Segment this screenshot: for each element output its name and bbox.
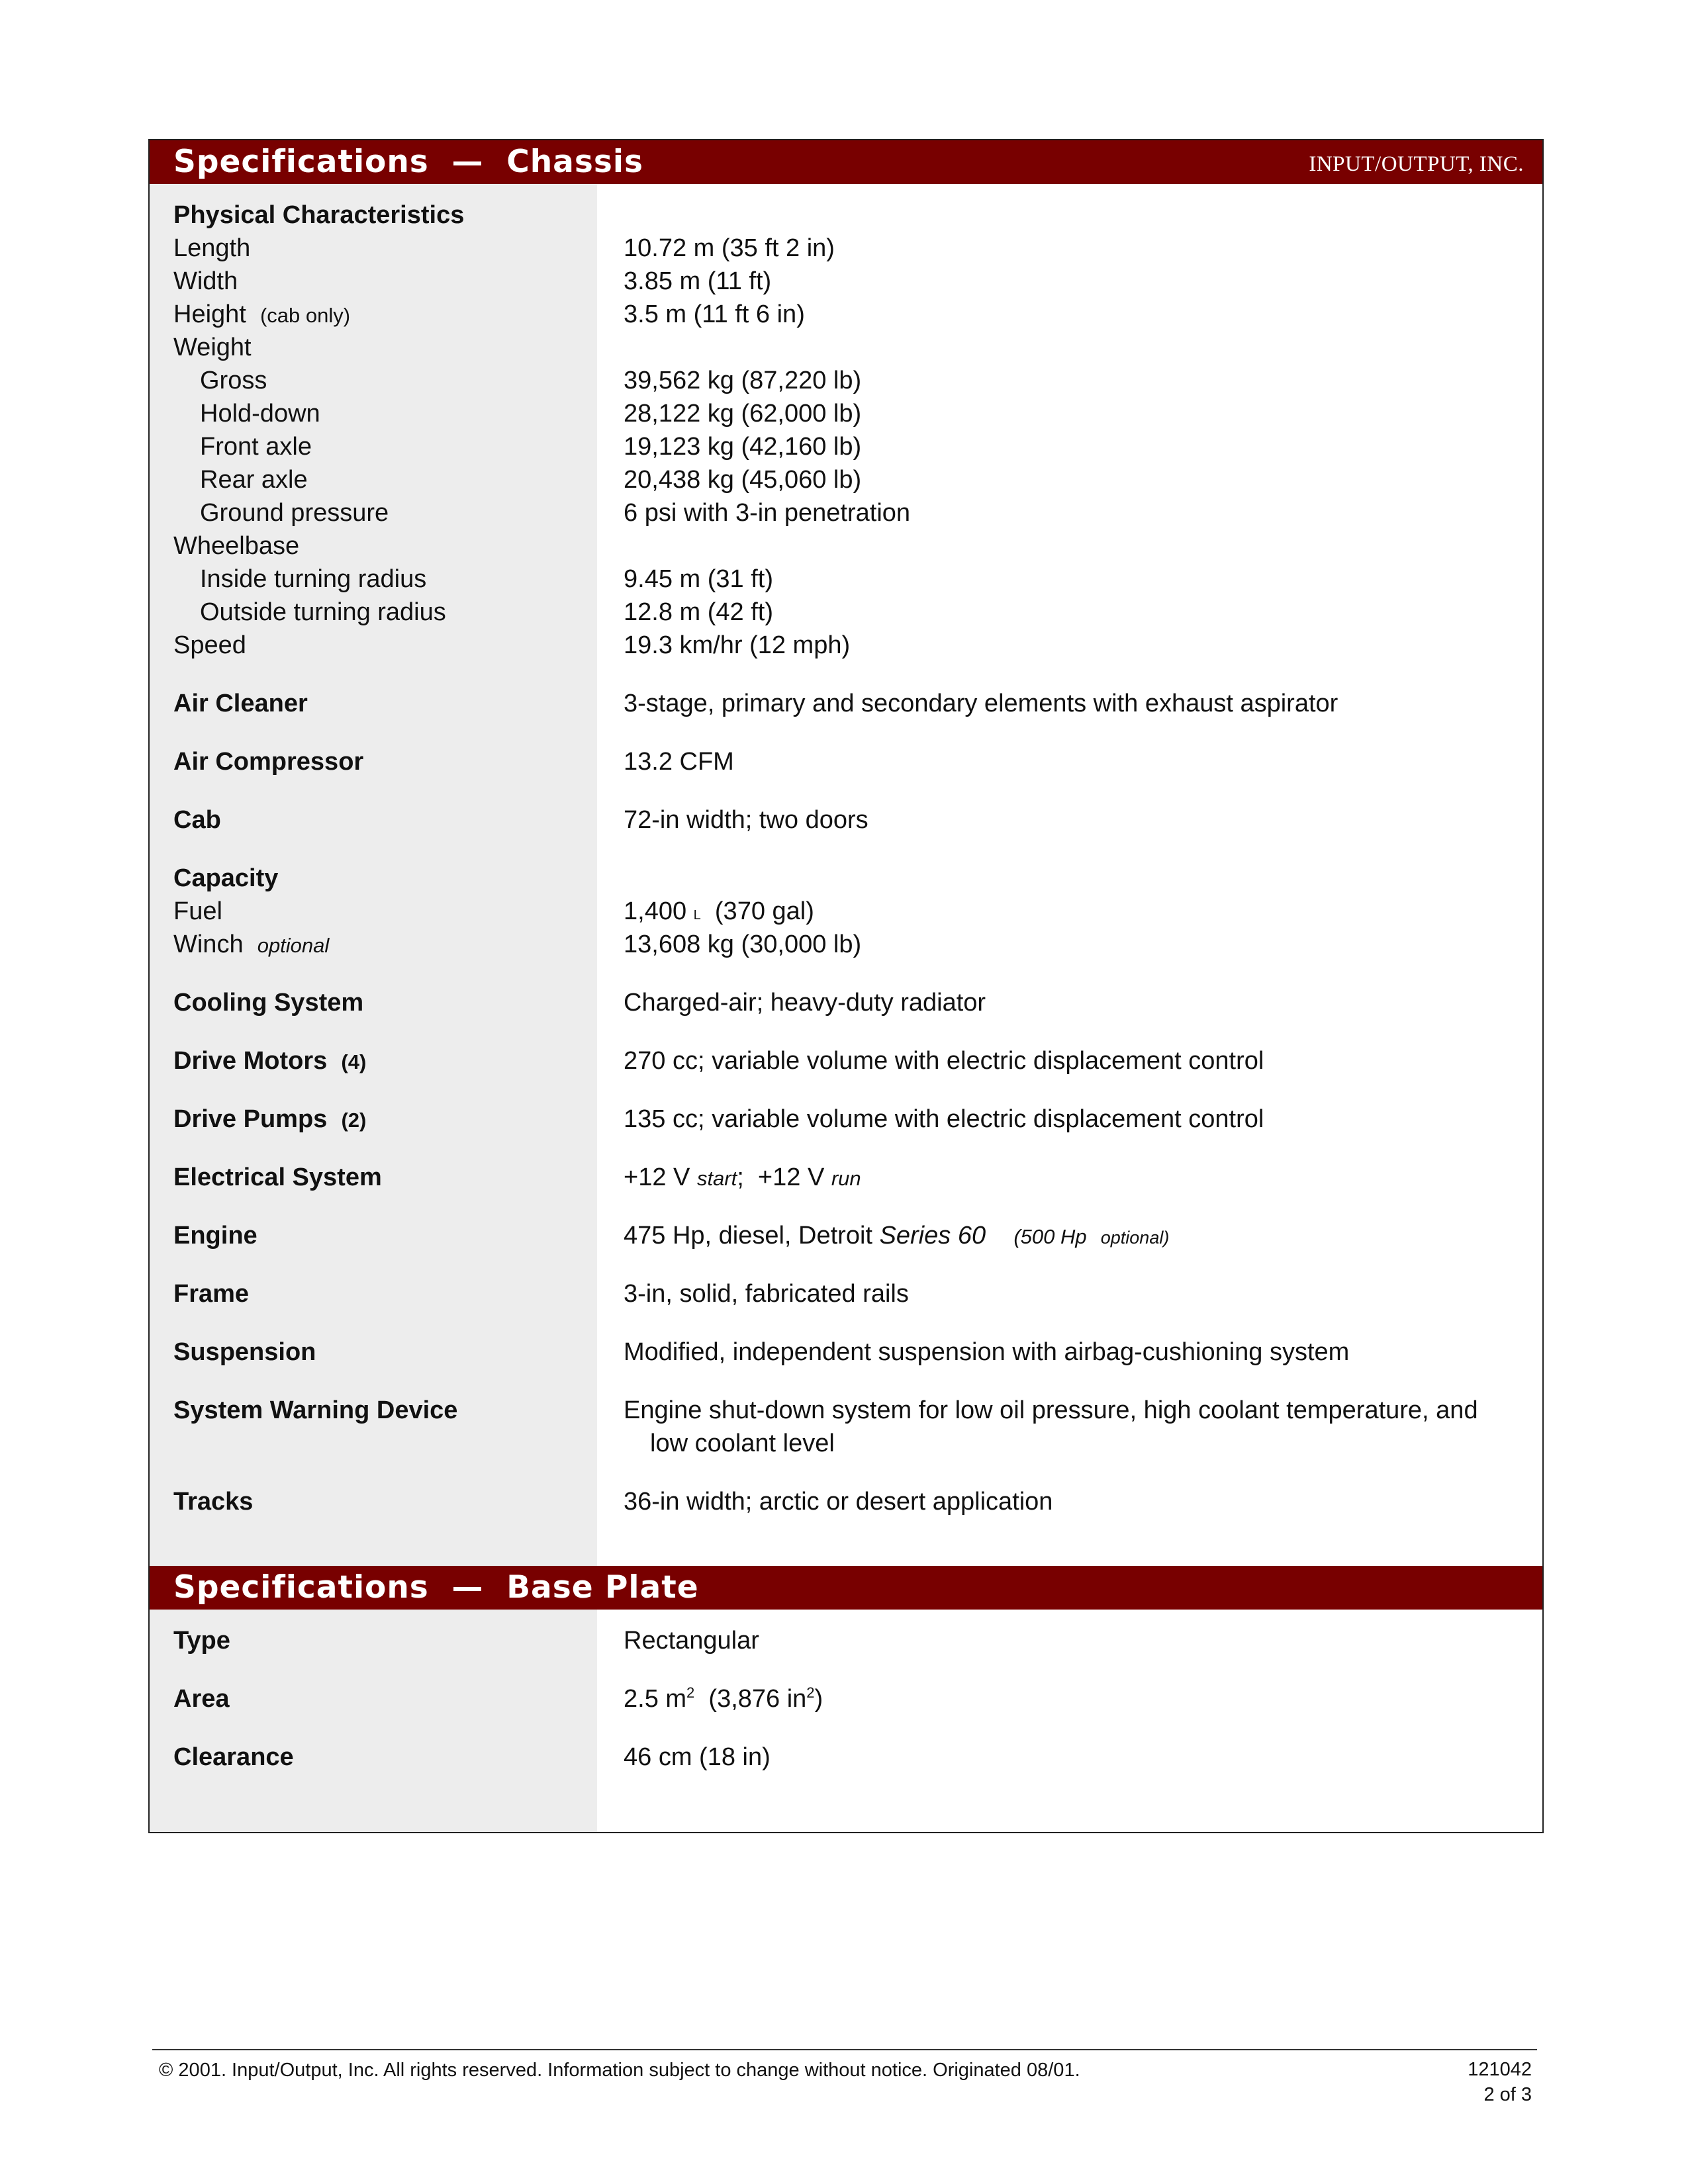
spec-value: 72-in width; two doors [624, 806, 868, 834]
spec-label: Height [173, 300, 246, 328]
spec-note: optional) [1100, 1228, 1170, 1248]
spec-row [150, 986, 1542, 1019]
spec-row [150, 397, 1542, 430]
spec-row [150, 1682, 1542, 1715]
spec-row [150, 1336, 1542, 1369]
spec-row [150, 430, 1542, 463]
spec-label: Air Cleaner [173, 690, 308, 717]
spec-row [150, 496, 1542, 529]
spec-value: 6 psi with 3-in penetration [624, 499, 911, 527]
spec-note: (500 Hp [1013, 1225, 1087, 1248]
spec-label: Electrical System [173, 1163, 382, 1191]
spec-row [150, 265, 1542, 298]
spec-label-group [173, 1044, 366, 1079]
spec-note: start [696, 1167, 737, 1190]
spec-unit: L [693, 908, 701, 923]
spec-value: 270 cc; variable volume with electric displacement control [624, 1047, 1264, 1075]
spec-label: Length [173, 234, 251, 262]
spec-note: (cab only) [259, 304, 351, 327]
spec-value: 10.72 m (35 ft 2 in) [624, 234, 835, 262]
spec-note: run [831, 1167, 861, 1190]
spec-label: Air Compressor [173, 748, 364, 776]
spec-value: (3,876 in [694, 1685, 807, 1713]
spec-label: Frame [173, 1280, 250, 1308]
spec-row [150, 1624, 1542, 1657]
spec-label: System Warning Device [173, 1396, 458, 1424]
spec-sheet [148, 139, 1544, 1833]
copyright-icon: © [159, 2060, 173, 2081]
spec-value-italic: Series 60 [879, 1222, 986, 1250]
spec-value: 39,562 kg (87,220 lb) [624, 367, 862, 394]
spec-row [150, 563, 1542, 596]
baseplate-header-band [150, 1566, 1542, 1610]
spec-value: Engine shut-down system for low oil pressure, high coolant temperature, and [624, 1396, 1478, 1424]
spec-value: ) [814, 1685, 823, 1713]
spec-value: Modified, independent suspension with airbag-cushioning system [624, 1338, 1350, 1366]
spec-row [150, 1219, 1542, 1252]
spec-row [150, 364, 1542, 397]
spec-label-group [173, 928, 329, 962]
spec-row [150, 1741, 1542, 1774]
copyright-text: 2001. Input/Output, Inc. All rights reserved. Information subject to change without notice. Originated 08/01. [173, 2060, 1080, 2081]
spec-label: Clearance [173, 1743, 294, 1771]
spec-row [150, 803, 1542, 837]
spec-value: 135 cc; variable volume with electric displacement control [624, 1105, 1264, 1133]
spec-label: Engine [173, 1222, 258, 1250]
spec-value: 9.45 m (31 ft) [624, 565, 773, 593]
spec-value: low coolant level [650, 1430, 835, 1457]
spec-value: +12 V [624, 1163, 690, 1191]
spec-value: 3.85 m (11 ft) [624, 267, 772, 295]
chassis-heading: Specifications — Chassis [173, 144, 643, 180]
spec-label-group [173, 298, 350, 332]
spec-value-group [624, 1161, 861, 1195]
spec-label: Wheelbase [173, 532, 300, 560]
spec-row [150, 1277, 1542, 1310]
chassis-header-band [150, 140, 1542, 184]
spec-value: 36-in width; arctic or desert application [624, 1488, 1053, 1516]
spec-row [150, 862, 1542, 895]
spec-row [150, 687, 1542, 720]
spec-value: 20,438 kg (45,060 lb) [624, 466, 862, 494]
spec-row [150, 1394, 1542, 1427]
physical-characteristics-heading: Physical Characteristics [173, 201, 465, 229]
spec-label: Area [173, 1685, 230, 1713]
spec-value: 19.3 km/hr (12 mph) [624, 631, 851, 659]
spec-value: 28,122 kg (62,000 lb) [624, 400, 862, 428]
spec-value: 19,123 kg (42,160 lb) [624, 433, 862, 461]
spec-value: Rectangular [624, 1627, 759, 1655]
spec-label: Rear axle [200, 466, 308, 494]
spec-count: (2) [341, 1109, 367, 1132]
spec-value-group [624, 895, 814, 932]
spec-row [150, 745, 1542, 778]
spec-label: Inside turning radius [200, 565, 427, 593]
spec-row [150, 928, 1542, 961]
footer-divider [152, 2049, 1537, 2050]
spec-label: Front axle [200, 433, 312, 461]
spec-value: +12 V [757, 1163, 825, 1191]
spec-value: 46 cm (18 in) [624, 1743, 771, 1771]
superscript: 2 [686, 1684, 695, 1701]
spec-row [150, 1103, 1542, 1136]
spec-label: Width [173, 267, 238, 295]
spec-row [150, 1044, 1542, 1077]
spec-value: 475 Hp, diesel, Detroit [624, 1222, 872, 1250]
spec-value: 3.5 m (11 ft 6 in) [624, 300, 805, 328]
spec-row [150, 232, 1542, 265]
spec-label: Fuel [173, 897, 222, 925]
spec-note: optional [257, 934, 330, 957]
spec-value: 13.2 CFM [624, 748, 734, 776]
spec-label: Cab [173, 806, 221, 834]
spec-row [150, 596, 1542, 629]
spec-label: Cooling System [173, 989, 364, 1017]
spec-count: (4) [341, 1050, 367, 1073]
baseplate-specs [150, 1624, 1542, 1774]
spec-label: Outside turning radius [200, 598, 446, 626]
spec-separator: ; [737, 1163, 744, 1191]
spec-label-group [173, 1103, 366, 1137]
spec-value: 3-stage, primary and secondary elements with exhaust aspirator [624, 690, 1338, 717]
spec-label: Ground pressure [200, 499, 389, 527]
footer-copyright [159, 2057, 1080, 2083]
spec-row [150, 1485, 1542, 1518]
spec-value: Charged-air; heavy-duty radiator [624, 989, 986, 1017]
spec-row [150, 331, 1542, 364]
spec-value: 12.8 m (42 ft) [624, 598, 773, 626]
spec-label: Drive Pumps [173, 1105, 328, 1133]
spec-row-continuation [150, 1427, 1542, 1460]
spec-label: Drive Motors [173, 1047, 328, 1075]
spec-label: Tracks [173, 1488, 254, 1516]
spec-label: Gross [200, 367, 267, 394]
spec-value: 2.5 m [624, 1685, 687, 1713]
baseplate-heading: Specifications — Base Plate [173, 1569, 699, 1606]
spec-row [150, 1161, 1542, 1194]
document-number: 121042 [1468, 2059, 1532, 2080]
company-name: INPUT/OUTPUT, INC. [1309, 152, 1524, 176]
capacity-heading: Capacity [173, 864, 279, 892]
footer-document-info [1468, 2057, 1532, 2107]
spec-row [150, 529, 1542, 563]
spec-value-group [624, 1682, 823, 1715]
spec-label: Type [173, 1627, 230, 1655]
spec-row [150, 895, 1542, 928]
spec-row [150, 199, 1542, 232]
spec-label: Suspension [173, 1338, 316, 1366]
spec-row [150, 629, 1542, 662]
spec-row [150, 463, 1542, 496]
spec-value-group [624, 1219, 1169, 1254]
spec-row [150, 298, 1542, 331]
spec-value: 3-in, solid, fabricated rails [624, 1280, 909, 1308]
page-number: 2 of 3 [1483, 2084, 1532, 2105]
spec-value: 13,608 kg (30,000 lb) [624, 931, 862, 958]
spec-label: Speed [173, 631, 246, 659]
superscript: 2 [806, 1684, 815, 1701]
spec-label: Hold-down [200, 400, 320, 428]
spec-value: (370 gal) [714, 897, 814, 925]
spec-label: Winch [173, 931, 244, 958]
spec-label: Weight [173, 334, 252, 361]
spec-value: 1,400 [624, 897, 687, 925]
chassis-specs [150, 199, 1542, 1518]
